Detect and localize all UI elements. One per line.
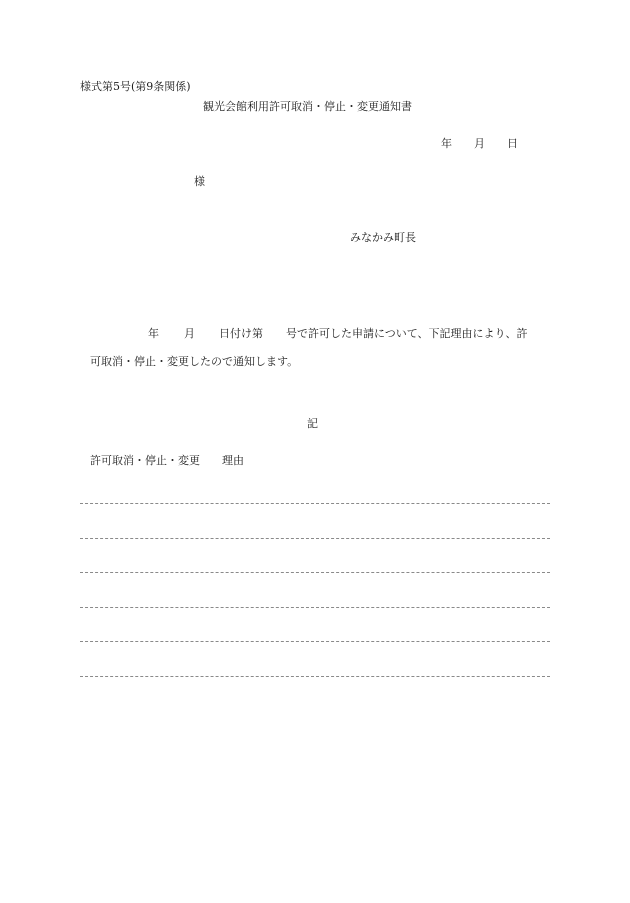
reason-line [80,641,550,642]
date-line [441,137,518,151]
date-month-label: 月 [474,137,485,150]
ki-heading: 記 [307,417,318,430]
reason-line [80,538,550,539]
reason-heading-suffix: 理由 [222,454,244,467]
addressee-suffix: 様 [194,175,205,188]
body-line-1 [148,327,528,341]
reason-line [80,676,550,677]
reason-line [80,503,550,504]
document-title: 観光会館利用許可取消・停止・変更通知書 [203,100,412,113]
body-line-1-rest: 号で許可した申請について、下記理由により、許 [286,327,528,340]
form-number: 様式第5号(第9条関係) [80,80,191,93]
body-dated-number-prefix: 日付け第 [219,327,263,340]
reason-heading [90,454,244,468]
reason-heading-label: 許可取消・停止・変更 [90,454,200,467]
issuer-name: みなかみ町長 [350,231,416,244]
body-year-label: 年 [148,327,159,340]
body-month-label: 月 [184,327,195,340]
date-day-label: 日 [507,137,518,150]
date-year-label: 年 [441,137,452,150]
reason-line [80,607,550,608]
body-line-2: 可取消・停止・変更したので通知します。 [90,355,299,368]
reason-line [80,572,550,573]
